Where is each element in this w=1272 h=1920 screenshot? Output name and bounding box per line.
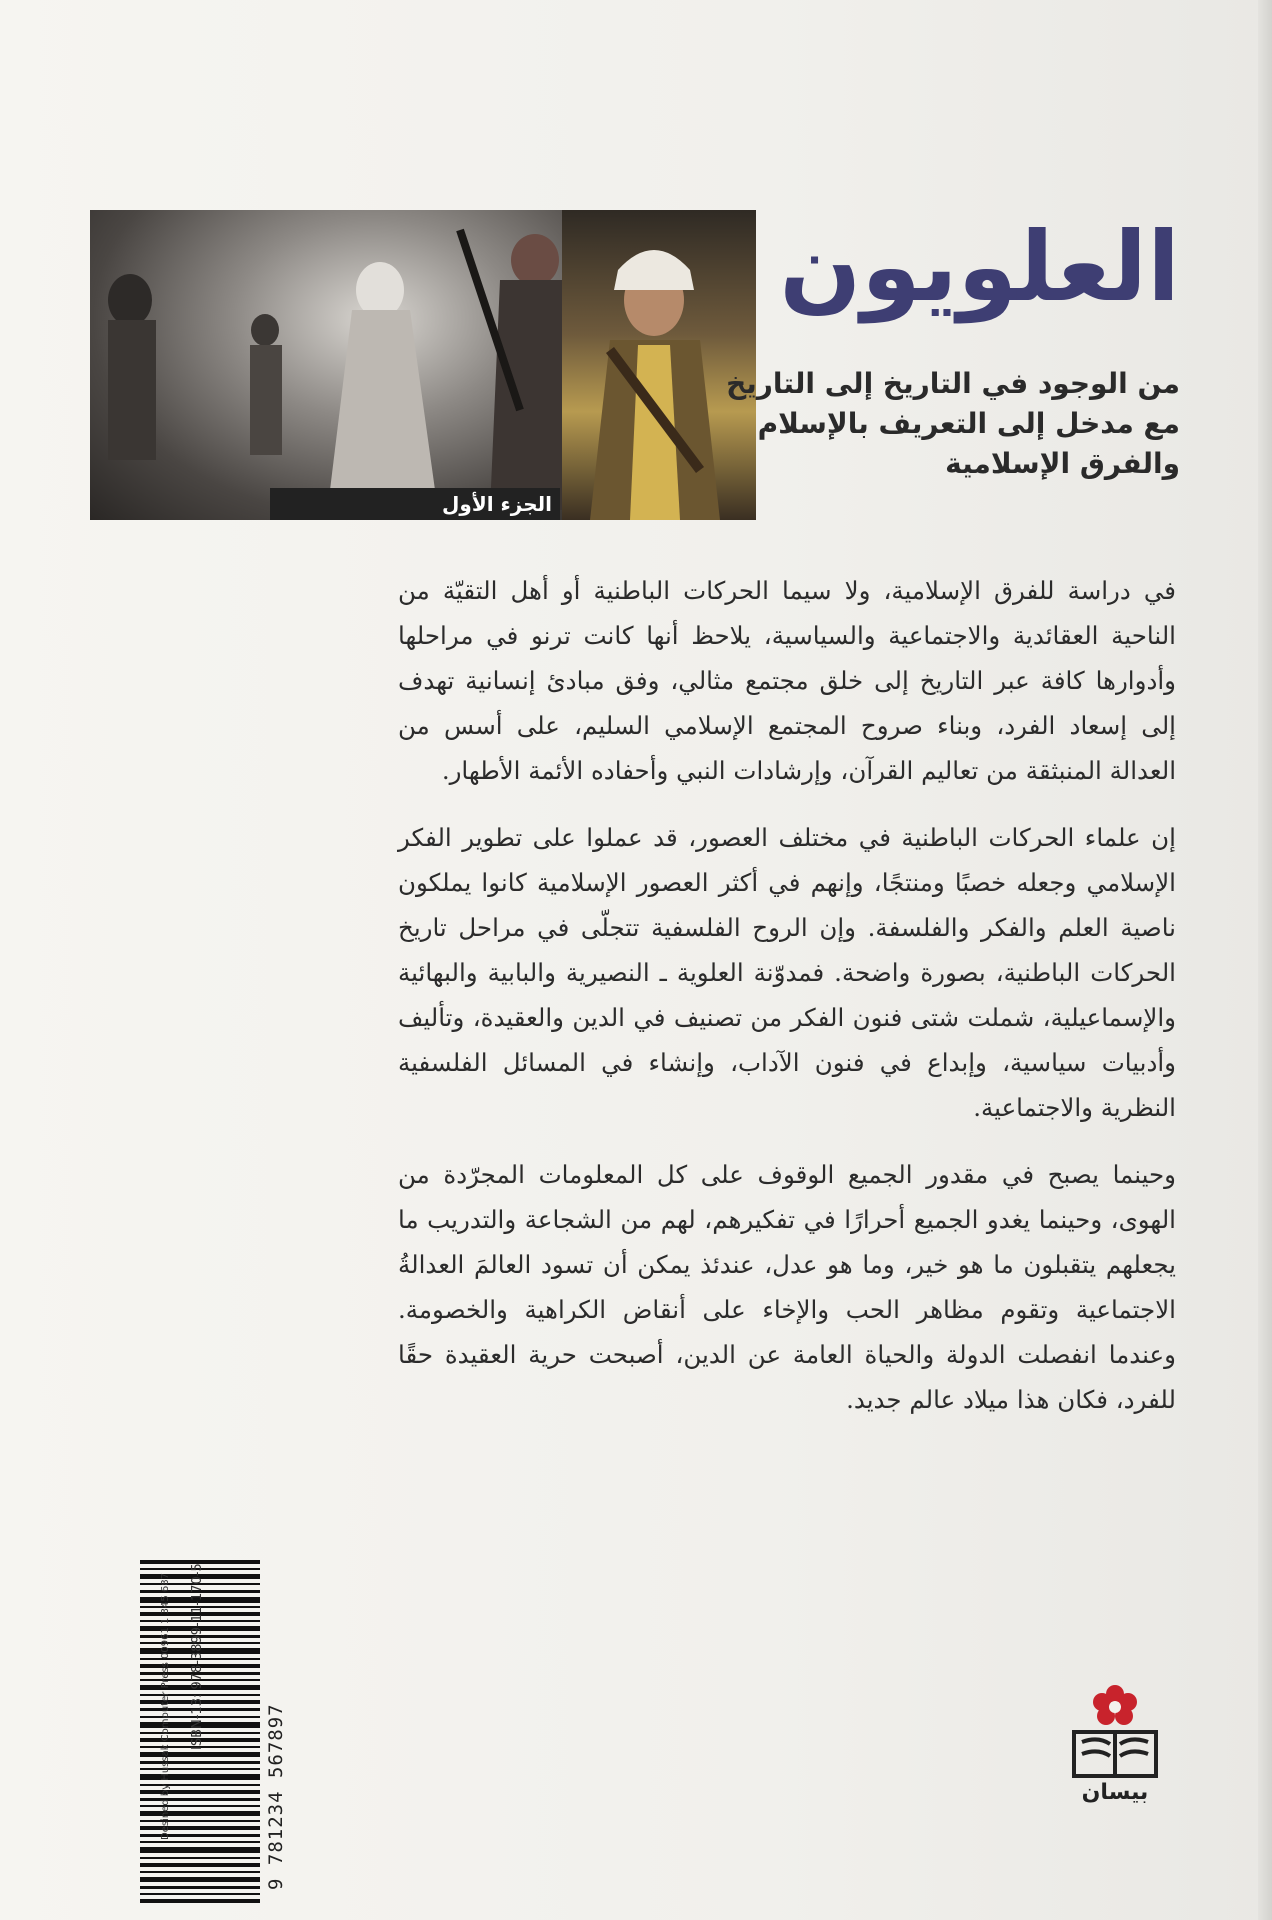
book-title: العلويون [779,211,1180,323]
flower-icon [1093,1685,1137,1725]
subtitle-line: والفرق الإسلامية [945,447,1180,480]
cover-photo-collage [90,210,756,520]
blurb-paragraph: وحينما يصبح في مقدور الجميع الوقوف على كل المعلومات المجرّدة من الهوى، وحينما يغدو الجميع أحرارًا في تفكيرهم، لهم من الشجاعة والتدريب ما يجعلهم يتقبلون ما هو خير، وما هو عدل، عندئذ يمكن أن تسود العالمَ العدالةُ الاجتماعية وتقوم مظاهر الحب والإخاء على أنقاض الكراهية والخصومة. وعندما انفصلت الدولة والحياة العامة عن الدين، أصبحت حرية العقيدة حقًا للفرد، فكان هذا ميلاد عالم جديد. [398,1160,1176,1414]
book-subtitle [710,364,1180,484]
part-label: الجزء الأول [270,488,560,520]
blurb-paragraph: في دراسة للفرق الإسلامية، ولا سيما الحركات الباطنية أو أهل التقيّة من الناحية العقائدية والاجتماعية والسياسية، يلاحظ أنها كانت ترنو في مراحلها وأدوارها كافة عبر التاريخ إلى خلق مجتمع مثالي، وفق مبادئ إنسانية تهدف إلى إسعاد الفرد، وبناء صروح المجتمع الإسلامي السليم، على أسس من العدالة المنبثقة من تعاليم القرآن، وإرشادات النبي وأحفاده الأئمة الأطهار. [398,576,1176,785]
barcode-digits: 9 781234 567897 [265,1703,287,1890]
blurb-text [398,568,1176,1444]
book-icon [1074,1732,1156,1776]
isbn-number: ISBN-13: 978-3899-11-170-5 [190,1563,205,1750]
design-credit: Desined by Hussak Computer Press 00961 1 345 687 [160,1573,171,1840]
blurb-paragraph: إن علماء الحركات الباطنية في مختلف العصور، قد عملوا على تطوير الفكر الإسلامي وجعله خصبًا ومنتجًا، وإنهم في أكثر العصور الإسلامية كانوا يملكون ناصية العلم والفكر والفلسفة. وإن الروح الفلسفية تتجلّى في مراحل تاريخ الحركات الباطنية، بصورة واضحة. فمدوّنة العلوية ـ النصيرية والبابية والبهائية والإسماعيلية، شملت شتى فنون الفكر من تصنيف في الدين والعقيدة، وتأليف وأدبيات سياسية، وإبداع في فنون الآداب، وإنشاء في المسائل الفلسفية النظرية والاجتماعية. [398,823,1176,1122]
photo-figures [90,210,756,520]
spine-edge [1258,0,1272,1920]
publisher-name: بيسان [1081,1780,1149,1805]
subtitle-line: من الوجود في التاريخ إلى التاريخ [726,367,1180,400]
subtitle-line: مع مدخل إلى التعريف بالإسلام [757,407,1180,440]
